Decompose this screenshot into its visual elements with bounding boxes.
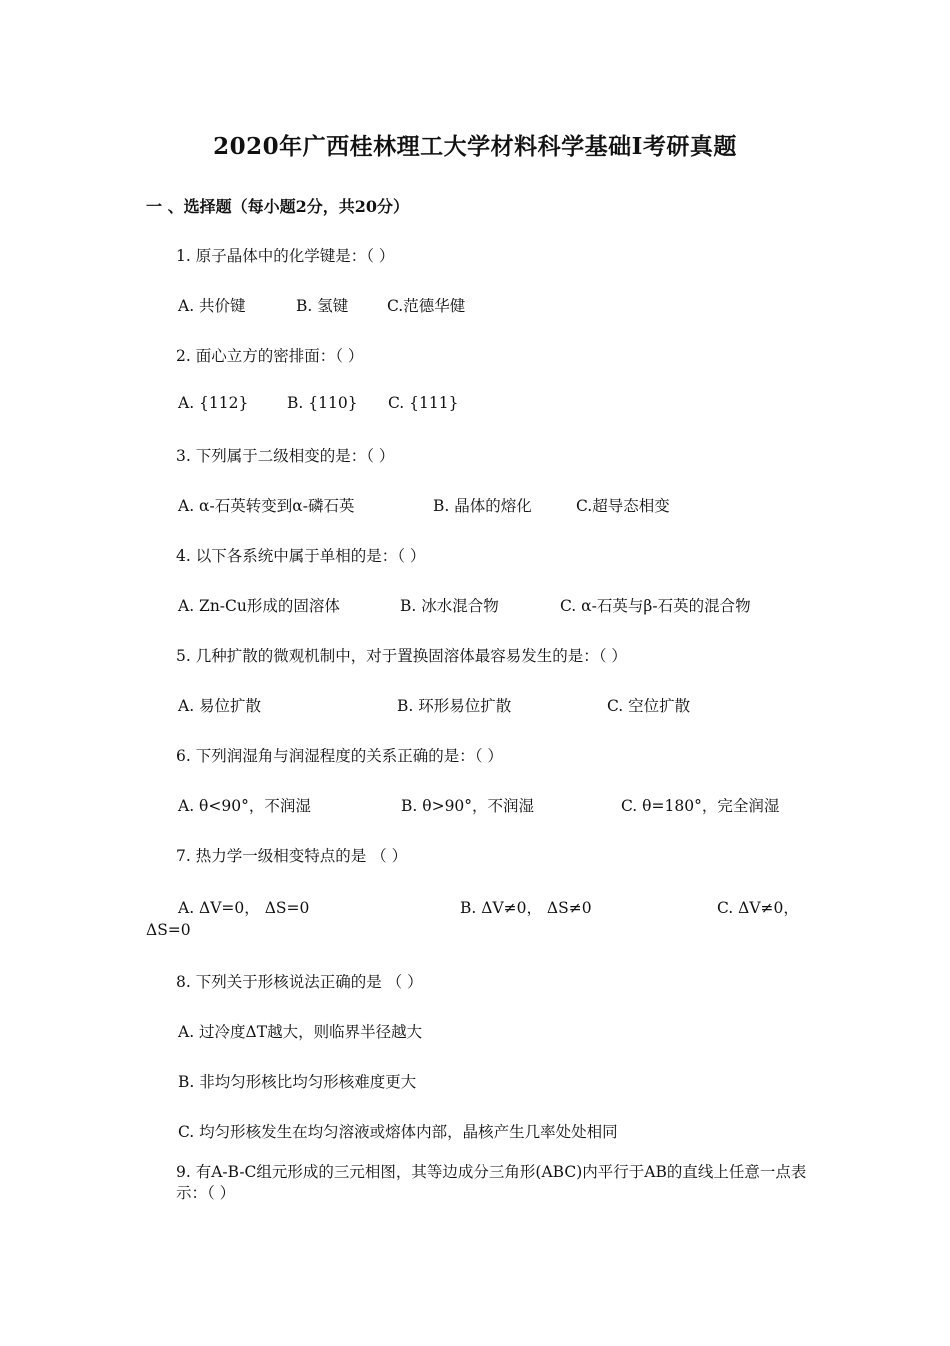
option-b: B. 氢键 [296,297,349,315]
option-c: C. 空位扩散 [607,697,691,715]
question-4-stem: 4. 以下各系统中属于单相的是：（ ） [176,547,426,565]
option-a: A. ΔV=0， ΔS=0 [178,899,310,917]
option-b: B. 晶体的熔化 [433,497,532,515]
option-b: B. ΔV≠0， ΔS≠0 [460,899,592,917]
question-8-stem: 8. 下列关于形核说法正确的是 （ ） [176,973,423,991]
question-7-stem: 7. 热力学一级相变特点的是 （ ） [176,847,408,865]
section-heading: 一 、选择题（每小题2分，共20分） [146,197,409,216]
option-a: A. θ<90°，不润湿 [178,797,311,815]
option-c: C. ΔV≠0， [717,899,799,917]
question-8-option-b: B. 非均匀形核比均匀形核难度更大 [178,1073,417,1091]
option-c: C. α-石英与β-石英的混合物 [560,597,751,615]
question-7-option-c-continued: ΔS=0 [146,921,191,939]
option-a: A. 共价键 [178,297,246,315]
question-3-stem: 3. 下列属于二级相变的是：（ ） [176,447,395,465]
question-6-stem: 6. 下列润湿角与润湿程度的关系正确的是：（ ） [176,747,503,765]
option-b: B. {110} [287,394,358,412]
question-9-text: 9. 有A-B-C组元形成的三元相图，其等边成分三角形(ABC)内平行于AB的直线上任意一点表示：（ ） [176,1163,807,1202]
option-a: A. Zn-Cu形成的固溶体 [178,597,340,615]
option-c: C. {111} [388,394,459,412]
question-8-option-a: A. 过冷度ΔT越大，则临界半径越大 [178,1023,423,1041]
option-a: A. 易位扩散 [178,697,262,715]
question-9-stem [146,1162,816,1204]
page-title: 2020年广西桂林理工大学材料科学基础Ⅰ考研真题 [213,133,737,160]
option-b: B. 环形易位扩散 [397,697,512,715]
question-1-stem: 1. 原子晶体中的化学键是：（ ） [176,247,395,265]
option-a: A. α-石英转变到α-磷石英 [178,497,355,515]
question-2-stem: 2. 面心立方的密排面：（ ） [176,347,364,365]
option-b: B. θ>90°，不润湿 [401,797,535,815]
option-c: C. θ=180°，完全润湿 [621,797,780,815]
option-c: C.超导态相变 [576,497,670,515]
option-c: C.范德华健 [387,297,466,315]
option-a: A. {112} [178,394,249,412]
option-b: B. 冰水混合物 [400,597,499,615]
question-8-option-c: C. 均匀形核发生在均匀溶液或熔体内部，晶核产生几率处处相同 [178,1123,618,1141]
question-5-stem: 5. 几种扩散的微观机制中，对于置换固溶体最容易发生的是：（ ） [176,647,627,665]
